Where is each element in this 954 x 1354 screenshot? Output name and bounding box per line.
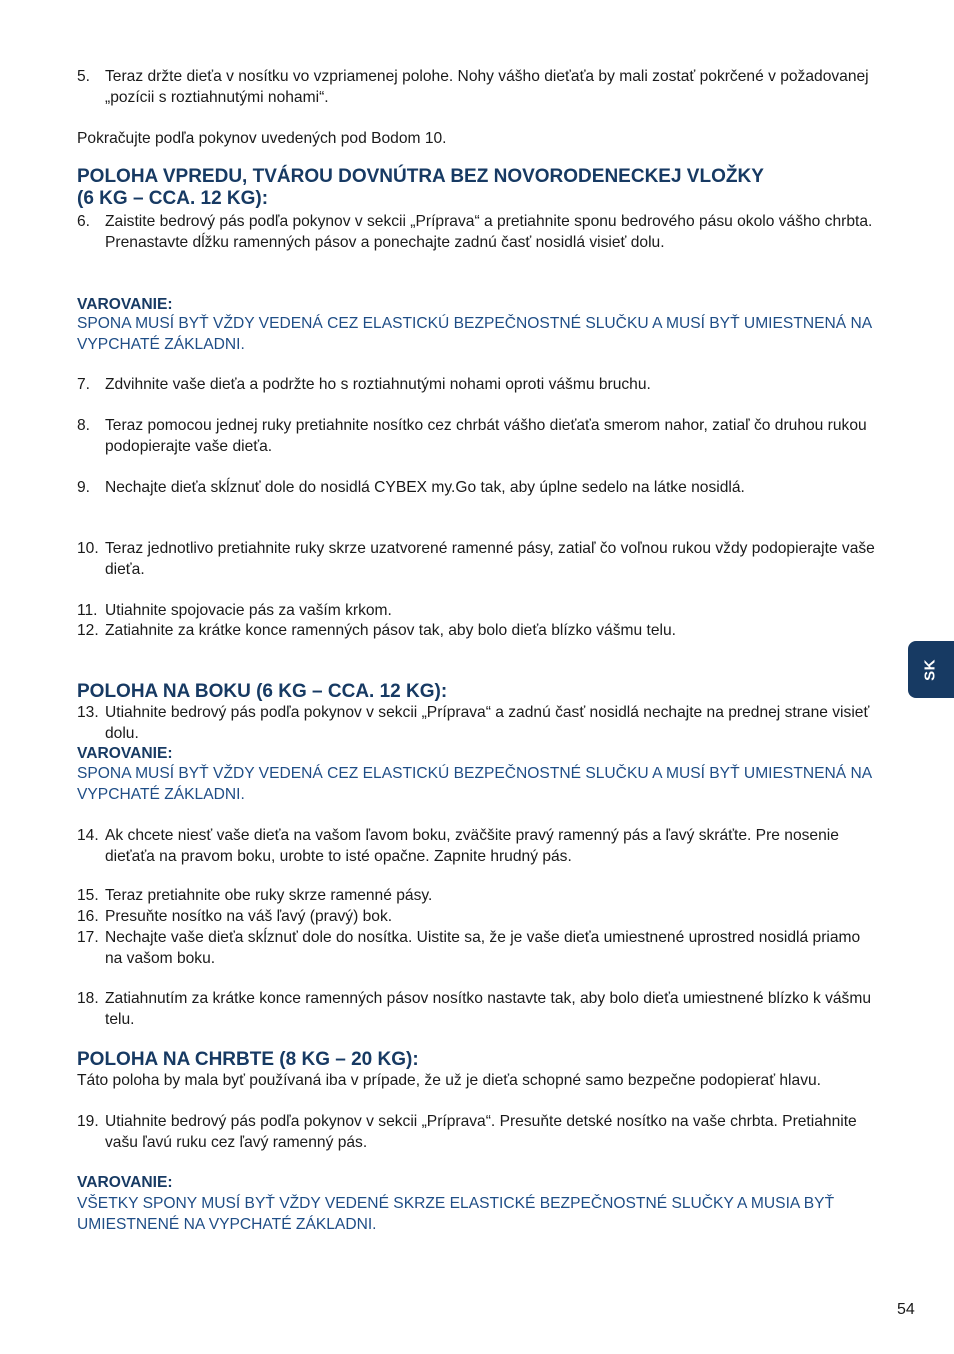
item-text: Zatiahnite za krátke konce ramenných pásov tak, aby bolo dieťa blízko vášmu telu. [105, 622, 676, 639]
item-number: 16. [77, 908, 99, 925]
item-number: 13. [77, 704, 99, 721]
list-item-14 [77, 826, 877, 867]
item-text: Teraz držte dieťa v nosítku vo vzpriamenej polohe. Nohy vášho dieťaťa by mali zostať pokrčené v požadovanej „pozícii s roztiahnutými nohami“. [105, 68, 869, 106]
warning-text: SPONA MUSÍ BYŤ VŽDY VEDENÁ CEZ ELASTICKÚ BEZPEČNOSTNÉ SLUČKU A MUSÍ BYŤ UMIESTNENÁ NA VYPCHATÉ ZÁKLADNI. [77, 765, 872, 803]
item-text: Teraz pomocou jednej ruky pretiahnite nosítko cez chrbát vášho dieťaťa smerom nahor, zatiaľ čo druhou rukou podopierajte vaše dieťa. [105, 417, 867, 455]
item-number: 17. [77, 929, 99, 946]
list-item-17 [77, 928, 877, 969]
heading-line-1: POLOHA VPREDU, TVÁROU DOVNÚTRA BEZ NOVORODENECKEJ VLOŽKY [77, 166, 764, 187]
item-text: Presuňte nosítko na váš ľavý (pravý) bok. [105, 908, 393, 925]
item-number: 18. [77, 990, 99, 1007]
item-number: 14. [77, 827, 99, 844]
item-text: Zdvihnite vaše dieťa a podržte ho s roztiahnutými nohami oproti vášmu bruchu. [105, 376, 651, 393]
list-item-5 [77, 67, 877, 108]
item-number: 6. [77, 213, 91, 230]
item-number: 12. [77, 622, 99, 639]
list-item-12 [77, 621, 877, 642]
item-number: 19. [77, 1113, 99, 1130]
item-text: Utiahnite bedrový pás podľa pokynov v sekcii „Príprava“. Presuňte detské nosítko na vaše chrbta. Pretiahnite vašu ľavú ruku cez ľavý ramenný pás. [105, 1113, 857, 1151]
warning-text: SPONA MUSÍ BYŤ VŽDY VEDENÁ CEZ ELASTICKÚ BEZPEČNOSTNÉ SLUČKU A MUSÍ BYŤ UMIESTNENÁ NA VYPCHATÉ ZÁKLADNI. [77, 315, 872, 353]
item-text: Teraz pretiahnite obe ruky skrze ramenné pásy. [105, 887, 433, 904]
list-item-7 [77, 375, 877, 396]
item-number: 7. [77, 376, 91, 393]
list-item-6 [77, 212, 877, 253]
list-item-18 [77, 989, 877, 1030]
list-item-11 [77, 601, 877, 622]
page-number: 54 [897, 1301, 915, 1318]
item-text: Utiahnite bedrový pás podľa pokynov v sekcii „Príprava“ a zadnú časť nosidlá nechajte na prednej strane visieť dolu. [105, 704, 870, 742]
list-item-15 [77, 886, 877, 907]
list-item-8 [77, 416, 877, 457]
list-item-10 [77, 539, 877, 580]
item-text: Nechajte dieťa skĺznuť dole do nosidlá CYBEX my.Go tak, aby úplne sedelo na látke nosidlá. [105, 479, 745, 496]
language-tab [908, 641, 954, 698]
list-item-16 [77, 907, 877, 928]
item-number: 10. [77, 540, 99, 557]
section-heading-front-inward [77, 166, 877, 210]
item-text: Ak chcete niesť vaše dieťa na vašom ľavom boku, zväčšite pravý ramenný pás a ľavý skráťte. Pre nosenie dieťaťa na pravom boku, urobte to isté opačne. Zapnite hrudný pás. [105, 827, 839, 865]
list-item-9 [77, 478, 877, 499]
warning-text: VŠETKY SPONY MUSÍ BYŤ VŽDY VEDENÉ SKRZE ELASTICKÉ BEZPEČNOSTNÉ SLUČKY A MUSIA BYŤ UMIESTNENÉ NA VYPCHATÉ ZÁKLADNI. [77, 1195, 835, 1233]
warning-label: VAROVANIE: [77, 296, 173, 313]
language-tab-label: SK [921, 658, 939, 681]
section-heading-side: POLOHA NA BOKU (6 KG – CCA. 12 KG): [77, 681, 448, 702]
heading-line-2: (6 KG – CCA. 12 KG): [77, 188, 269, 209]
warning-label: VAROVANIE: [77, 1174, 173, 1191]
item-text: Utiahnite spojovacie pás za vaším krkom. [105, 602, 392, 619]
item-number: 15. [77, 887, 99, 904]
continue-note: Pokračujte podľa pokynov uvedených pod Bodom 10. [77, 130, 447, 147]
item-number: 5. [77, 68, 91, 85]
item-number: 11. [77, 602, 98, 619]
item-text: Nechajte vaše dieťa skĺznuť dole do nosítka. Uistite sa, že je vaše dieťa umiestnené uprostred nosidlá priamo na vašom boku. [105, 929, 861, 967]
section-heading-back: POLOHA NA CHRBTE (8 KG – 20 KG): [77, 1049, 419, 1070]
item-number: 9. [77, 479, 91, 496]
back-intro: Táto poloha by mala byť používaná iba v prípade, že už je dieťa schopné samo bezpečne podopierať hlavu. [77, 1072, 822, 1089]
warning-label: VAROVANIE: [77, 745, 173, 762]
item-number: 8. [77, 417, 91, 434]
item-text: Teraz jednotlivo pretiahnite ruky skrze uzatvorené ramenné pásy, zatiaľ čo voľnou rukou vždy podopierajte vaše dieťa. [105, 540, 875, 578]
item-text: Zatiahnutím za krátke konce ramenných pásov nosítko nastavte tak, aby bolo dieťa umiestnené blízko k vášmu telu. [105, 990, 872, 1028]
item-text: Zaistite bedrový pás podľa pokynov v sekcii „Príprava“ a pretiahnite sponu bedrového pásu okolo vášho chrbta. Prenastavte dĺžku ramenných pásov a ponechajte zadnú časť nosidlá visieť dolu. [105, 213, 873, 251]
list-item-19 [77, 1112, 877, 1153]
list-item-13 [77, 703, 877, 744]
